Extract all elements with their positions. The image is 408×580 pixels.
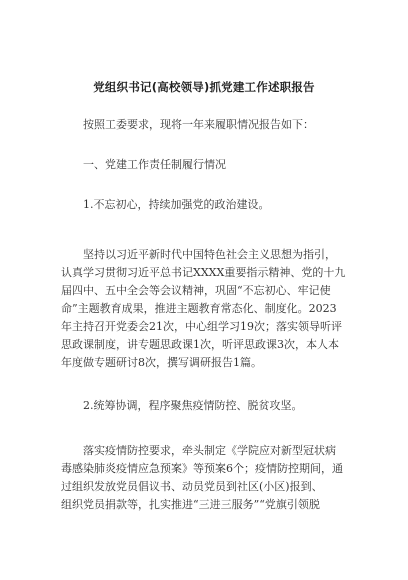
item1-heading: 1.不忘初心，持续加强党的政治建设。 xyxy=(83,198,270,211)
section-heading: 一、党建工作责任制履行情况 xyxy=(83,158,226,171)
document-title: 党组织书记(高校领导)抓党建工作述职报告 xyxy=(93,80,315,94)
paragraph-line: 认真学习贯彻习近平总书记XXXX重要指示精神、党的十九 xyxy=(61,266,346,279)
paragraph-line: 过组织发放党员倡议书、动员党员到社区(小区)报到、 xyxy=(61,480,323,493)
paragraph-line: 坚持以习近平新时代中国特色社会主义思想为指引， xyxy=(83,248,336,261)
item2-heading: 2.统筹协调，程序聚焦疫情防控、脱贫攻坚。 xyxy=(83,399,303,412)
paragraph-line: 组织党员捐款等，扎实推进“三进三服务”“党旗引领脱 xyxy=(61,498,320,511)
paragraph-line: 届四中、五中全会等会议精神，巩固“不忘初心、牢记使 xyxy=(61,284,331,297)
paragraph-line: 年主持召开党委会21次，中心组学习19次；落实领导听评 xyxy=(61,320,342,333)
intro-paragraph: 按照工委要求，现将一年来履职情况报告如下： xyxy=(83,118,314,131)
paragraph-line: 毒感染肺炎疫情应急预案》等预案6个；疫情防控期间，通 xyxy=(61,462,343,475)
paragraph-line: 落实疫情防控要求，牵头制定《学院应对新型冠状病 xyxy=(83,444,336,457)
paragraph-line: 命”主题教育成果，推进主题教育常态化、制度化。2023 xyxy=(61,302,337,315)
paragraph-line: 年度做专题研讨8次，撰写调研报告1篇。 xyxy=(61,356,262,369)
paragraph-line: 思政课制度，讲专题思政课1次，听评思政课3次，本人本 xyxy=(61,338,339,351)
